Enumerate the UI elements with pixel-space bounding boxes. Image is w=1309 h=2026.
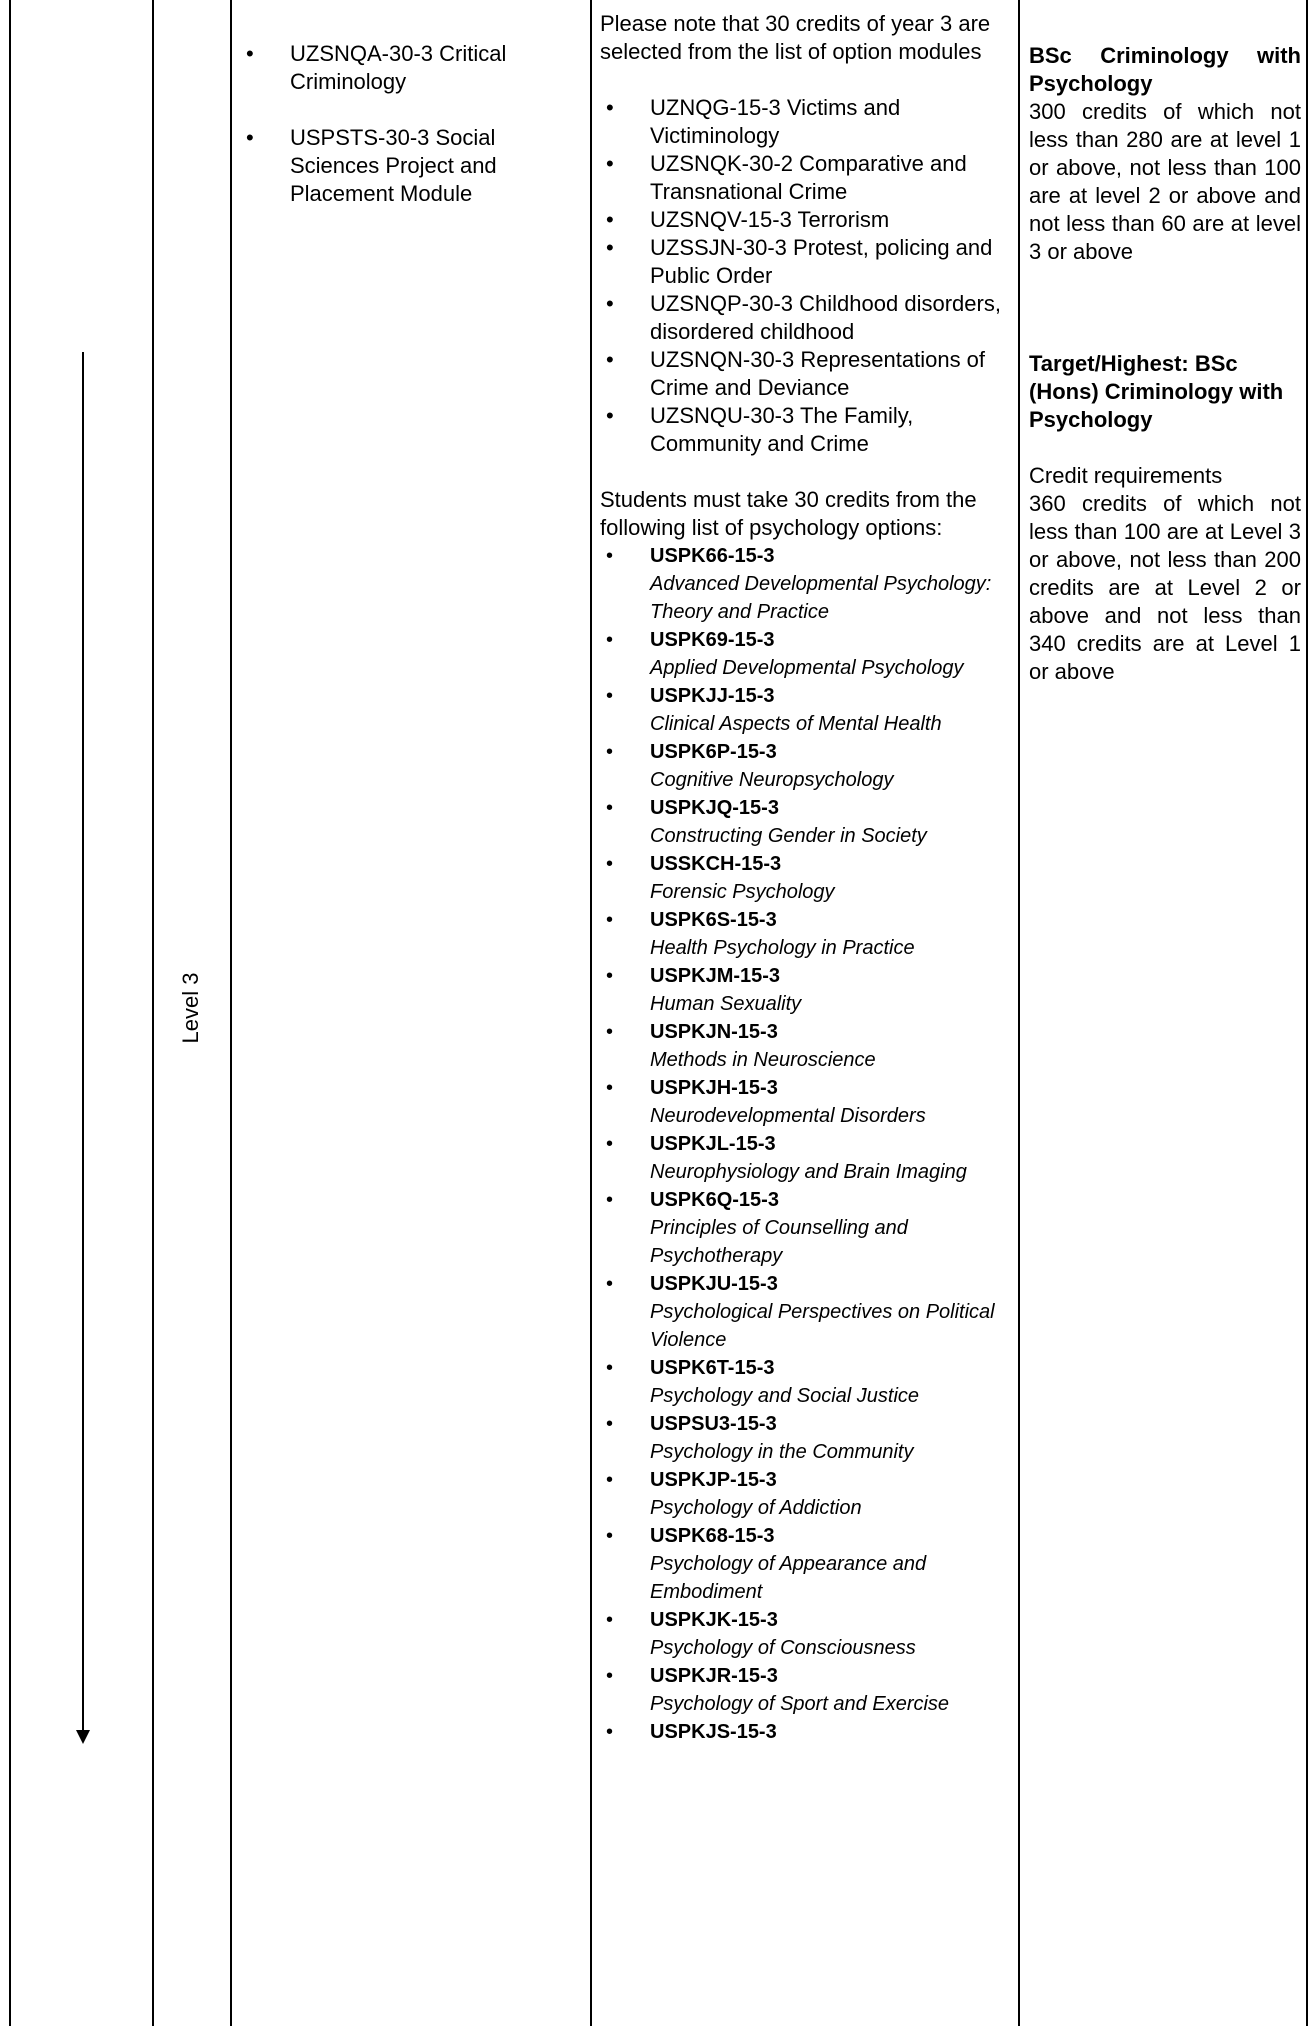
module-code: • USPKJL-15-3 [650, 1133, 776, 1155]
module-code: • USPKJU-15-3 [650, 1273, 778, 1295]
module-code: • USPKJQ-15-3 [650, 797, 779, 819]
column-divider [1018, 0, 1020, 2026]
option-modules-cell [600, 10, 1010, 1746]
module-title: Psychology and Social Justice [650, 1385, 920, 1407]
module-title: Psychology of Consciousness [650, 1637, 916, 1659]
module-code: • USSKCH-15-3 [650, 853, 782, 875]
module-title: Principles of Counselling and Psychotherapy [650, 1217, 908, 1267]
table-border-right [1306, 0, 1308, 2026]
compulsory-modules-list [240, 40, 560, 236]
module-title: Psychology of Sport and Exercise [650, 1693, 950, 1715]
module-title: Psychology of Appearance and Embodiment [650, 1553, 927, 1603]
list-item: • UZSSJN-30-3 Protest, policing and Public Order [600, 234, 1010, 290]
module-code: • USPKJP-15-3 [650, 1469, 777, 1491]
target-award-heading: Target/Highest: BSc (Hons) Criminology with Psychology [1029, 351, 1284, 432]
level-label: Level 3 [178, 972, 203, 1044]
module-title: Neurophysiology and Brain Imaging [650, 1161, 967, 1183]
list-item [600, 1662, 1010, 1718]
list-item [600, 1718, 1010, 1746]
module-title: Human Sexuality [650, 993, 802, 1015]
module-title: Cognitive Neuropsychology [650, 769, 894, 791]
list-item [600, 682, 1010, 738]
column-divider [590, 0, 592, 2026]
list-item [600, 1354, 1010, 1410]
list-item [600, 1522, 1010, 1606]
list-item [600, 1606, 1010, 1662]
credit-requirements-text: 360 credits of which not less than 100 are at Level 3 or above, not less than 200 credits are at Level 2 or above and not less than 340 credits are at Level 1 or above [1029, 491, 1301, 684]
module-title: Psychological Perspectives on Political Violence [650, 1301, 995, 1351]
list-item [600, 542, 1010, 626]
module-code: • USPKJH-15-3 [650, 1077, 778, 1099]
column-divider [152, 0, 154, 2026]
module-code: • USPK6S-15-3 [650, 909, 777, 931]
module-title: Neurodevelopmental Disorders [650, 1105, 926, 1127]
list-item [600, 1130, 1010, 1186]
module-code: • USPKJS-15-3 [650, 1721, 777, 1743]
module-title: Advanced Developmental Psychology: Theory and Practice [650, 573, 992, 623]
module-title: Applied Developmental Psychology [650, 657, 964, 679]
list-item [600, 906, 1010, 962]
list-item [600, 1186, 1010, 1270]
list-item [600, 1270, 1010, 1354]
list-item [600, 1466, 1010, 1522]
list-item: • UZSNQA-30-3 Critical Criminology [240, 40, 560, 96]
options-intro: Please note that 30 credits of year 3 are selected from the list of option modules [600, 11, 991, 64]
progression-arrow-shaft [82, 352, 84, 1732]
list-item: • UZSNQV-15-3 Terrorism [600, 206, 1010, 234]
module-title: Constructing Gender in Society [650, 825, 927, 847]
module-code: • USPK6P-15-3 [650, 741, 777, 763]
list-item [600, 962, 1010, 1018]
column-divider [230, 0, 232, 2026]
module-code: • USPK66-15-3 [650, 545, 775, 567]
module-title: Clinical Aspects of Mental Health [650, 713, 942, 735]
list-item [600, 738, 1010, 794]
list-item [600, 850, 1010, 906]
module-code: • USPSU3-15-3 [650, 1413, 777, 1435]
arrow-down-icon [76, 1730, 90, 1744]
module-code: • USPK6T-15-3 [650, 1357, 775, 1379]
module-code: • USPKJJ-15-3 [650, 685, 775, 707]
list-item: • UZSNQN-30-3 Representations of Crime and Deviance [600, 346, 1010, 402]
list-item: • UZSNQU-30-3 The Family, Community and Crime [600, 402, 1010, 458]
criminology-options-list [600, 94, 1010, 458]
credit-requirements-label: Credit requirements [1029, 463, 1223, 488]
award-info-cell [1029, 42, 1301, 686]
list-item [600, 626, 1010, 682]
list-item: • USPSTS-30-3 Social Sciences Project and Placement Module [240, 124, 560, 208]
psychology-options-list [600, 542, 1010, 1746]
interim-award-title: BSc Criminology with Psychology [1029, 43, 1301, 96]
list-item [600, 794, 1010, 850]
module-title: Psychology of Addiction [650, 1497, 862, 1519]
psychology-options-intro: Students must take 30 credits from the following list of psychology options: [600, 487, 977, 540]
module-title: Psychology in the Community [650, 1441, 914, 1463]
module-code: • USPK6Q-15-3 [650, 1189, 779, 1211]
module-title: Methods in Neuroscience [650, 1049, 876, 1071]
list-item [600, 1410, 1010, 1466]
module-code: • USPK68-15-3 [650, 1525, 775, 1547]
list-item: • UZSNQK-30-2 Comparative and Transnational Crime [600, 150, 1010, 206]
module-title: Health Psychology in Practice [650, 937, 915, 959]
module-title: Forensic Psychology [650, 881, 835, 903]
module-code: • USPK69-15-3 [650, 629, 775, 651]
list-item [600, 1018, 1010, 1074]
list-item [600, 1074, 1010, 1130]
module-code: • USPKJK-15-3 [650, 1609, 778, 1631]
list-item: • UZNQG-15-3 Victims and Victiminology [600, 94, 1010, 150]
interim-award-credits: 300 credits of which not less than 280 are at level 1 or above, not less than 100 are at level 2 or above and not less than 60 are at level 3 or above [1029, 99, 1301, 264]
list-item: • UZSNQP-30-3 Childhood disorders, disordered childhood [600, 290, 1010, 346]
module-code: • USPKJN-15-3 [650, 1021, 778, 1043]
module-code: • USPKJM-15-3 [650, 965, 781, 987]
module-code: • USPKJR-15-3 [650, 1665, 778, 1687]
table-border-left [9, 0, 11, 2026]
